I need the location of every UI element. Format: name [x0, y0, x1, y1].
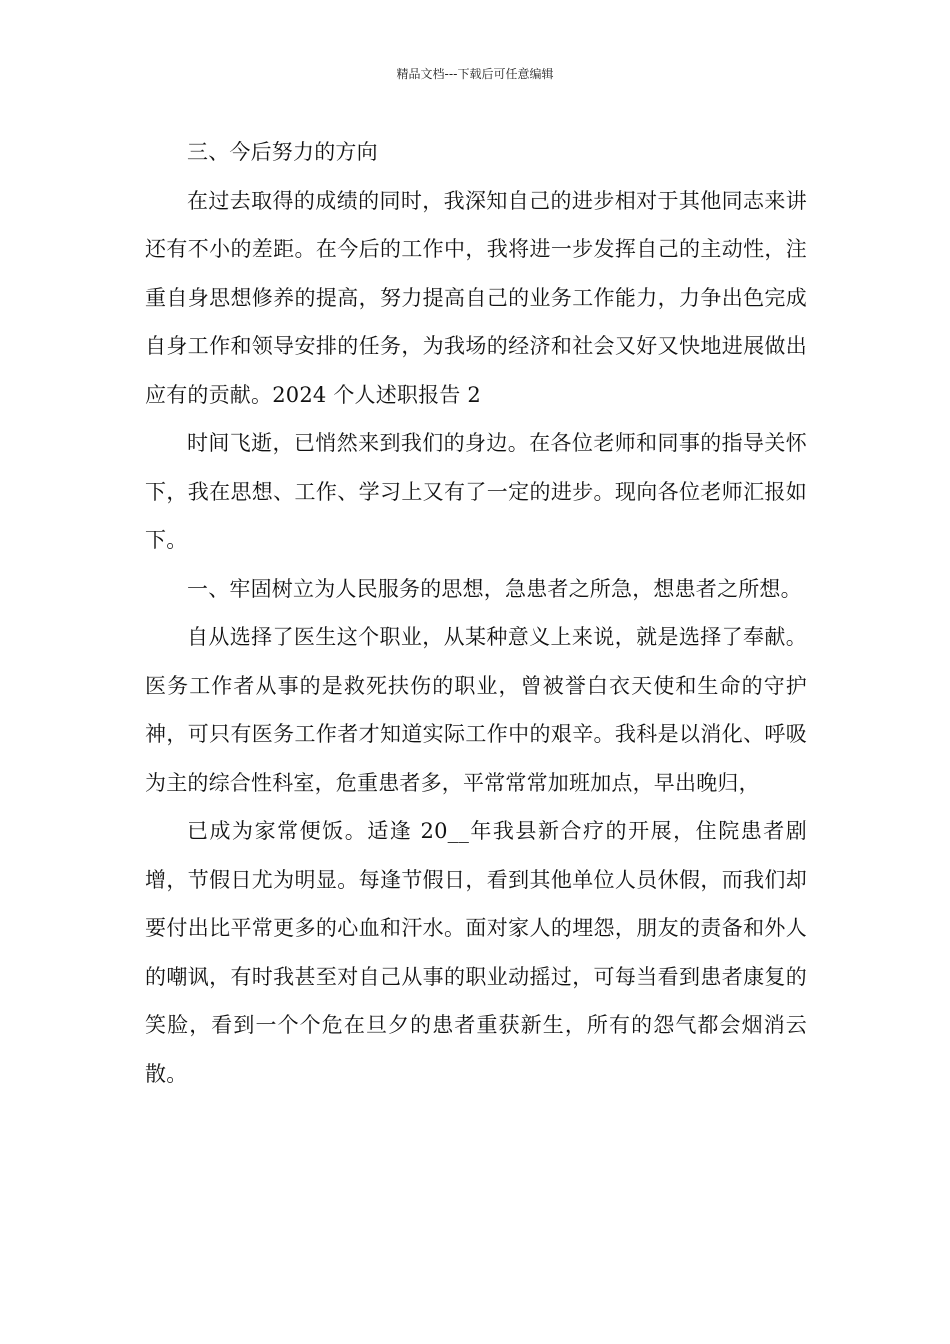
paragraph: 时间飞逝，已悄然来到我们的身边。在各位老师和同事的指导关怀下，我在思想、工作、学习上又有了一定的进步。现向各位老师汇报如下。 — [145, 431, 807, 552]
section-heading: 三、今后努力的方向 — [187, 140, 378, 164]
paragraph: 已成为家常便饭。适逢 20__年我县新合疗的开展，住院患者剧增，节假日尤为明显。每逢节假日，看到其他单位人员休假，而我们却要付出比平常更多的心血和汗水。面对家人的埋怨，朋友的责备和外人的嘲讽，有时我甚至对自己从事的职业动摇过，可每当看到患者康复的笑脸，看到一个个危在旦夕的患者重获新生，所有的怨气都会烟消云散。 — [145, 819, 807, 1086]
paragraph: 在过去取得的成绩的同时，我深知自己的进步相对于其他同志来讲还有不小的差距。在今后的工作中，我将进一步发挥自己的主动性，注重自身思想修养的提高，努力提高自己的业务工作能力，力争出色完成自身工作和领导安排的任务，为我场的经济和社会又好又快地进展做出应有的贡献。2024 个人述职报告 2 — [145, 188, 807, 407]
paragraph: 一、牢固树立为人民服务的思想，急患者之所急，想患者之所想。 — [187, 576, 802, 601]
paragraph: 自从选择了医生这个职业，从某种意义上来说，就是选择了奉献。医务工作者从事的是救死扶伤的职业，曾被誉白衣天使和生命的守护神，可只有医务工作者才知道实际工作中的艰辛。我科是以消化、呼吸为主的综合性科室，危重患者多，平常常常加班加点，早出晚归， — [145, 625, 807, 795]
page-header: 精品文档---下载后可任意编辑 — [396, 67, 554, 81]
document-body — [145, 128, 807, 1098]
